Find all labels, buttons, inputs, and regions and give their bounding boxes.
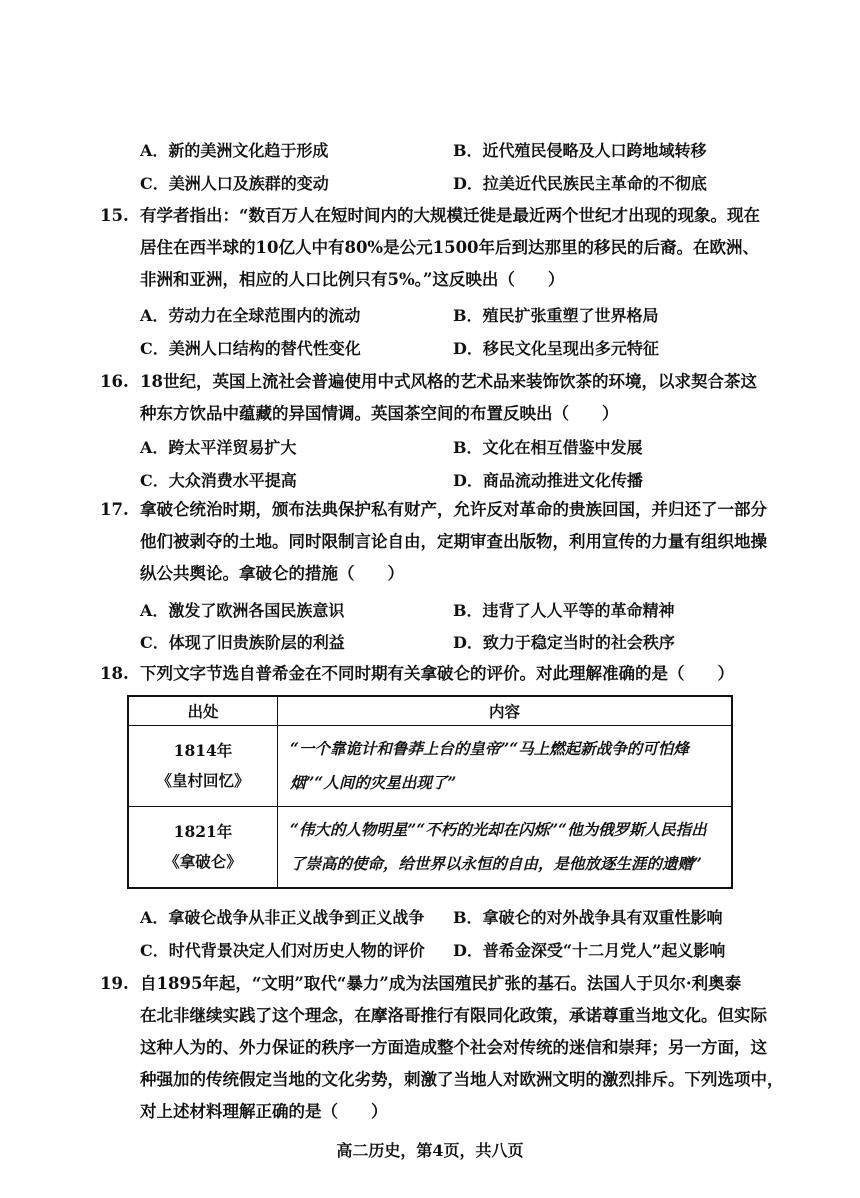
table-row	[128, 726, 732, 807]
question-stem-line: 纵公共舆论。拿破仑的措施（ ）	[140, 564, 404, 583]
question-stem-line: 非洲和亚洲，相应的人口比例只有5%。”这反映出（ ）	[140, 270, 565, 289]
q15-option-b[interactable]: B．殖民扩张重塑了世界格局	[453, 306, 659, 325]
source-table	[127, 695, 733, 889]
page-footer: 高二历史，第4页，共八页	[336, 1141, 524, 1160]
table-header-row	[128, 696, 732, 726]
question-stem-line: 居住在西半球的10亿人中有80%是公元1500年后到达那里的移民的后裔。在欧洲、	[140, 238, 760, 257]
q17-option-c[interactable]: C．体现了旧贵族阶层的利益	[140, 633, 345, 652]
question-number: 19.	[100, 974, 129, 993]
q18-options-row-1	[140, 905, 840, 933]
table-cell-content: “一个靠诡计和鲁莽上台的皇帝”“马上燃起新战争的可怕烽烟”“人间的灾星出现了”	[278, 726, 733, 807]
table-cell-source	[128, 726, 278, 807]
q15-option-a[interactable]: A．劳动力在全球范围内的流动	[140, 306, 361, 325]
q15-option-d[interactable]: D．移民文化呈现出多元特征	[453, 339, 659, 358]
q16-option-d[interactable]: D．商品流动推进文化传播	[453, 471, 643, 490]
question-15	[100, 200, 790, 296]
q18-option-c[interactable]: C．时代背景决定人们对历史人物的评价	[140, 941, 425, 960]
q16-options-row-1	[140, 435, 840, 463]
question-stem-line: 下列文字节选自普希金在不同时期有关拿破仑的评价。对此理解准确的是（ ）	[140, 664, 734, 683]
table-cell-source	[128, 807, 278, 889]
q14-option-a[interactable]: A．新的美洲文化趋于形成	[140, 141, 329, 160]
q16-option-a[interactable]: A．跨太平洋贸易扩大	[140, 438, 297, 457]
q14-options-row-2	[140, 171, 840, 199]
q17-option-b[interactable]: B．违背了人人平等的革命精神	[453, 601, 675, 620]
question-stem-line: 在北非继续实践了这个理念，在摩洛哥推行有限同化政策，承诺尊重当地文化。但实际	[140, 1006, 767, 1025]
table-header-content: 内容	[278, 696, 733, 726]
q15-option-c[interactable]: C．美洲人口结构的替代性变化	[140, 339, 361, 358]
question-18	[100, 658, 790, 690]
table-header-source: 出处	[128, 696, 278, 726]
question-number: 16.	[100, 372, 129, 391]
question-stem-line: 种东方饮品中蕴藏的异国情调。英国茶空间的布置反映出（ ）	[140, 404, 619, 423]
table-cell-content: “伟大的人物明星”“不朽的光却在闪烁”“他为俄罗斯人民指出了崇高的使命，给世界以永恒的自由，是他放逐生涯的遗赠”	[278, 807, 733, 889]
q17-option-d[interactable]: D．致力于稳定当时的社会秩序	[453, 633, 675, 652]
q14-option-d[interactable]: D．拉美近代民族民主革命的不彻底	[453, 174, 707, 193]
q16-options-row-2	[140, 468, 840, 496]
q15-options-row-1	[140, 303, 840, 331]
table-row	[128, 807, 732, 889]
q18-option-a[interactable]: A．拿破仑战争从非正义战争到正义战争	[140, 908, 425, 927]
question-17	[100, 494, 790, 590]
question-stem-line: 18世纪，英国上流社会普遍使用中式风格的艺术品来装饰饮茶的环境，以求契合茶这	[140, 372, 757, 391]
q14-option-b[interactable]: B．近代殖民侵略及人口跨地域转移	[453, 141, 707, 160]
question-stem-line: 对上述材料理解正确的是（ ）	[140, 1102, 388, 1121]
q17-options-row-1	[140, 598, 840, 626]
q17-options-row-2	[140, 630, 840, 658]
source-work: 《拿破仑》	[164, 852, 242, 871]
question-stem-line: 这种人为的、外力保证的秩序一方面造成整个社会对传统的迷信和崇拜；另一方面，这	[140, 1038, 767, 1057]
source-year: 1814年	[173, 741, 233, 760]
question-stem-line: 自1895年起，“文明”取代“暴力”成为法国殖民扩张的基石。法国人于贝尔·利奥泰	[140, 974, 742, 993]
q18-option-b[interactable]: B．拿破仑的对外战争具有双重性影响	[453, 908, 723, 927]
q14-option-c[interactable]: C．美洲人口及族群的变动	[140, 174, 329, 193]
question-stem-line: 有学者指出：“数百万人在短时间内的大规模迁徙是最近两个世纪才出现的现象。现在	[140, 206, 760, 225]
question-stem-line: 种强加的传统假定当地的文化劣势，刺激了当地人对欧洲文明的激烈排斥。下列选项中，	[140, 1070, 784, 1089]
q16-option-b[interactable]: B．文化在相互借鉴中发展	[453, 438, 643, 457]
q14-options-row-1	[140, 138, 840, 166]
source-year: 1821年	[173, 822, 233, 841]
question-number: 17.	[100, 500, 129, 519]
q17-option-a[interactable]: A．激发了欧洲各国民族意识	[140, 601, 345, 620]
q16-option-c[interactable]: C．大众消费水平提高	[140, 471, 297, 490]
question-stem-line: 拿破仑统治时期，颁布法典保护私有财产，允许反对革命的贵族回国，并归还了一部分	[140, 500, 767, 519]
source-work: 《皇村回忆》	[156, 771, 250, 790]
q18-option-d[interactable]: D．普希金深受“十二月党人”起义影响	[453, 941, 726, 960]
question-number: 18.	[100, 664, 129, 683]
q18-options-row-2	[140, 938, 840, 966]
question-stem-line: 他们被剥夺的土地。同时限制言论自由，定期审查出版物，利用宣传的力量有组织地操	[140, 532, 767, 551]
question-number: 15.	[100, 206, 129, 225]
question-16	[100, 366, 790, 430]
question-19	[100, 968, 790, 1128]
q15-options-row-2	[140, 336, 840, 364]
